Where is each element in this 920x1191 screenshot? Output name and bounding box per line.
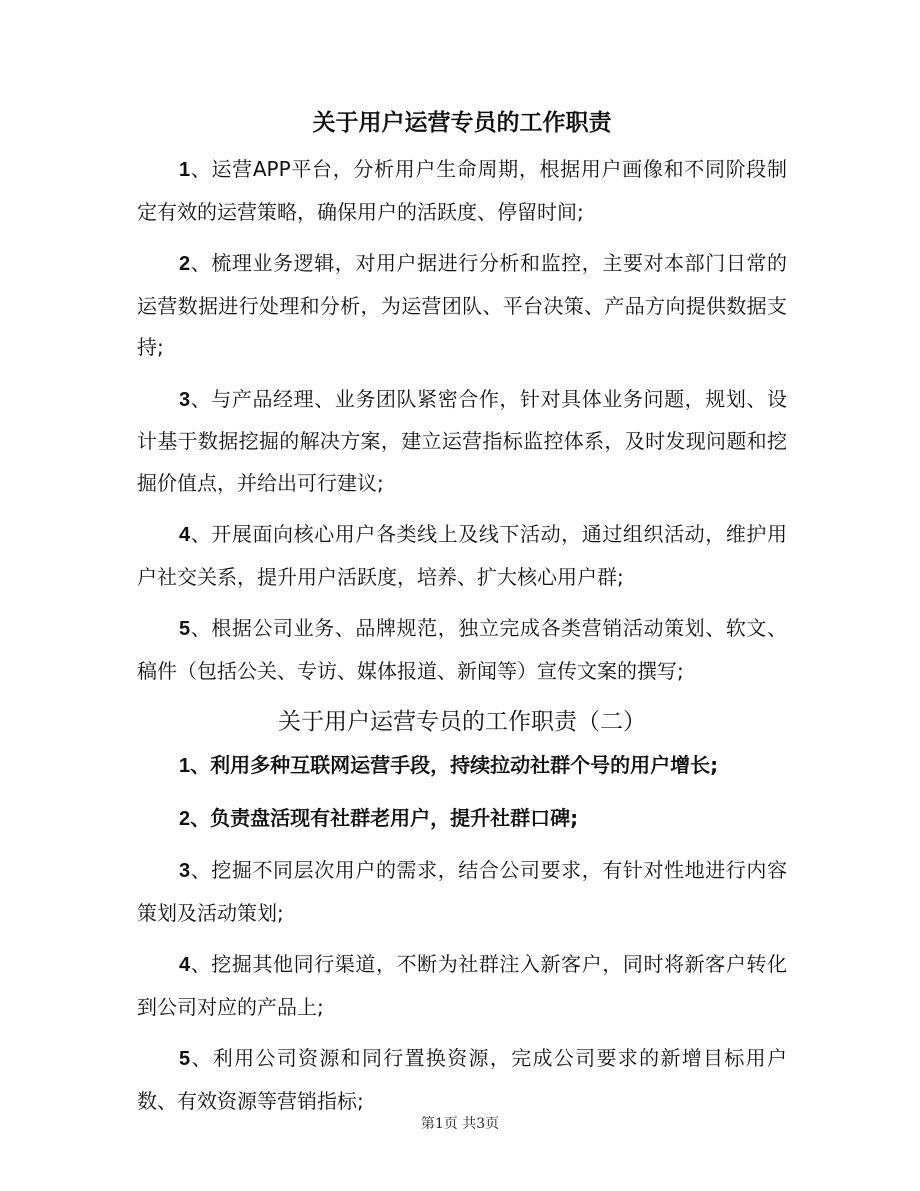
section-1-item-4 [137, 514, 787, 598]
item-text: 、利用公司资源和同行置换资源，完成公司要求的新增目标用户数、有效资源等营销指标; [137, 1046, 787, 1113]
section-2-item-5 [137, 1038, 787, 1122]
item-number: 3 [179, 388, 191, 411]
item-text: 、利用多种互联网运营手段，持续拉动社群个号的用户增长; [190, 753, 719, 777]
item-number: 1 [179, 159, 191, 181]
item-text: 、挖掘不同层次用户的需求，结合公司要求，有针对性地进行内容策划及活动策划; [137, 858, 787, 925]
item-number: 4 [179, 524, 191, 546]
section-1-item-2 [137, 243, 787, 369]
section-2-title: 关于用户运营专员的工作职责（二） [278, 709, 646, 735]
item-text: 、与产品经理、业务团队紧密合作，针对具体业务问题，规划、设计基于数据挖掘的解决方案，建立运营指标监控体系，及时发现问题和挖掘价值点，并给出可行建议; [137, 386, 787, 495]
item-number: 5 [179, 1048, 191, 1070]
item-number: 4 [179, 954, 191, 976]
section-1-item-3 [137, 379, 787, 505]
section-2-item-1 [137, 745, 787, 788]
section-1-item-1 [137, 149, 787, 233]
item-number: 5 [179, 618, 191, 640]
section-2-item-2 [137, 798, 787, 841]
item-text: 、负责盘活现有社群老用户，提升社群口碑; [190, 805, 579, 830]
item-text: 、挖掘其他同行渠道，不断为社群注入新客户，同时将新客户转化到公司对应的产品上; [137, 952, 787, 1019]
item-number: 2 [179, 807, 191, 830]
section-2-item-4 [137, 944, 787, 1028]
item-text: 、梳理业务逻辑，对用户据进行分析和监控，主要对本部门日常的运营数据进行处理和分析，为运营团队、平台决策、产品方向提供数据支持; [137, 251, 787, 359]
page-number-footer: 第1页 共3页 [420, 1116, 500, 1132]
item-number: 2 [179, 253, 191, 275]
document-body [137, 104, 787, 1132]
section-1-title: 关于用户运营专员的工作职责 [312, 110, 612, 136]
item-text: 、运营APP平台，分析用户生命周期，根据用户画像和不同阶段制定有效的运营策略，确保用户的活跃度、停留时间; [137, 157, 787, 224]
section-2-item-3 [137, 850, 787, 934]
item-number: 3 [179, 860, 191, 882]
section-1-item-5 [137, 608, 787, 692]
item-text: 、根据公司业务、品牌规范，独立完成各类营销活动策划、软文、稿件（包括公关、专访、媒体报道、新闻等）宣传文案的撰写; [137, 616, 787, 683]
item-text: 、开展面向核心用户各类线上及线下活动，通过组织活动，维护用户社交关系，提升用户活跃度，培养、扩大核心用户群; [137, 522, 787, 589]
item-number: 1 [179, 755, 191, 777]
